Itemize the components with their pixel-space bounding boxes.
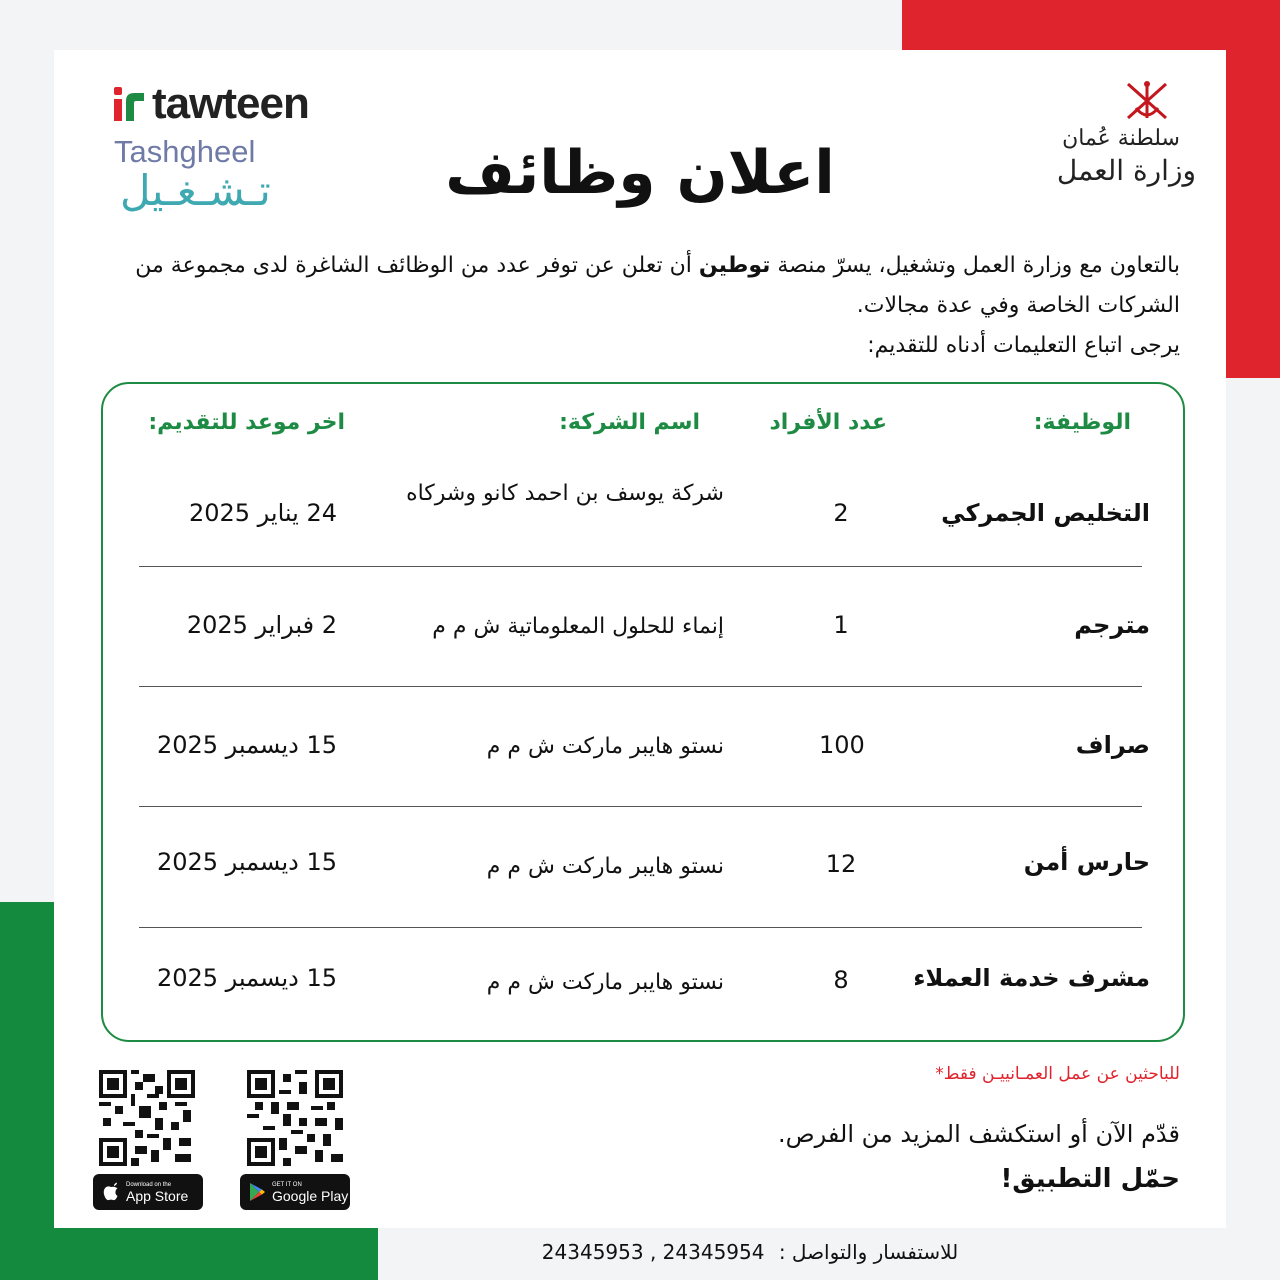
table-row	[139, 687, 1150, 807]
google-play-icon	[248, 1182, 266, 1202]
table-row	[139, 808, 1150, 928]
tashgheel-logo	[114, 134, 314, 215]
tawteen-mark-icon	[112, 85, 148, 123]
contact-line	[520, 1240, 980, 1264]
oman-emblem-icon	[1122, 78, 1172, 124]
table-row	[139, 928, 1150, 1028]
cta-apply: قدّم الآن أو استكشف المزيد من الفرص.	[778, 1120, 1180, 1148]
company-name: إنماء للحلول المعلوماتية ش م م	[432, 614, 724, 639]
tawteen-wordmark: tawteen	[152, 79, 309, 128]
contact-label: للاستفسار والتواصل :	[778, 1240, 959, 1264]
ministry-logo	[1056, 78, 1200, 188]
eligibility-note: للباحثين عن عمل العمـانييـن فقط*	[935, 1064, 1180, 1084]
company-name: نستو هايبر ماركت ش م م	[486, 970, 724, 995]
job-count: 12	[825, 850, 857, 878]
app-store-qr-code[interactable]	[99, 1070, 195, 1166]
ministry-country: سلطنة عُمان	[1062, 126, 1180, 151]
deadline: 15 ديسمبر 2025	[156, 964, 337, 992]
tashgheel-wordmark-ar: تـشـغـيل	[120, 166, 271, 215]
header-deadline: اخر موعد للتقديم:	[148, 410, 345, 435]
job-title: التخليص الجمركي	[941, 499, 1150, 527]
job-count: 1	[833, 611, 849, 639]
row-divider	[139, 806, 1142, 807]
apple-badge-label: App Store	[126, 1187, 189, 1204]
google-badge-caption: GET IT ON	[272, 1181, 302, 1188]
page-title: اعلان وظائف	[445, 138, 835, 208]
intro-brand: توطين	[698, 253, 771, 278]
job-title: مترجم	[1074, 611, 1150, 639]
tawteen-logo	[112, 79, 309, 128]
company-name: نستو هايبر ماركت ش م م	[486, 854, 724, 879]
company-name: نستو هايبر ماركت ش م م	[486, 734, 724, 759]
job-count: 100	[819, 731, 865, 759]
job-title: حارس أمن	[1023, 848, 1150, 876]
contact-phones: 24345953 , 24345954	[541, 1240, 765, 1264]
deadline: 24 يناير 2025	[188, 499, 337, 527]
cta-download: حمّل التطبيق!	[1000, 1164, 1180, 1194]
table-row	[139, 567, 1150, 687]
job-title: صراف	[1075, 731, 1150, 759]
google-badge-label: Google Play	[272, 1187, 349, 1204]
tashgheel-wordmark-en: Tashgheel	[114, 134, 256, 169]
google-play-badge[interactable]	[240, 1174, 350, 1210]
intro-paragraph	[120, 246, 1180, 326]
job-count: 2	[833, 499, 849, 527]
table-row	[139, 447, 1150, 567]
apple-icon	[102, 1182, 120, 1202]
deadline: 15 ديسمبر 2025	[156, 731, 337, 759]
intro-text	[120, 246, 1180, 366]
intro-part1: بالتعاون مع وزارة العمل وتشغيل، يسرّ منصة	[770, 253, 1180, 278]
deadline: 2 فبراير 2025	[186, 611, 337, 639]
google-play-qr-code[interactable]	[247, 1070, 343, 1166]
job-title: مشرف خدمة العملاء	[913, 964, 1150, 992]
apple-badge-caption: Download on the	[126, 1181, 172, 1188]
intro-instructions: يرجى اتباع التعليمات أدناه للتقديم:	[867, 333, 1180, 358]
company-name: شركة يوسف بن احمد كانو وشركاه	[406, 481, 724, 506]
intro-part2: أن تعلن عن توفر عدد من الوظائف الشاغرة لدى مجموعة من الشركات الخاصة وفي عدة مجالات.	[135, 253, 1180, 318]
header-count: عدد الأفراد	[769, 410, 887, 435]
header-company: اسم الشركة:	[559, 410, 700, 435]
deadline: 15 ديسمبر 2025	[156, 848, 337, 876]
header-job: الوظيفة:	[1033, 410, 1131, 435]
app-store-badge[interactable]	[93, 1174, 203, 1210]
ministry-name: وزارة العمل	[1056, 154, 1196, 187]
job-count: 8	[833, 966, 849, 994]
